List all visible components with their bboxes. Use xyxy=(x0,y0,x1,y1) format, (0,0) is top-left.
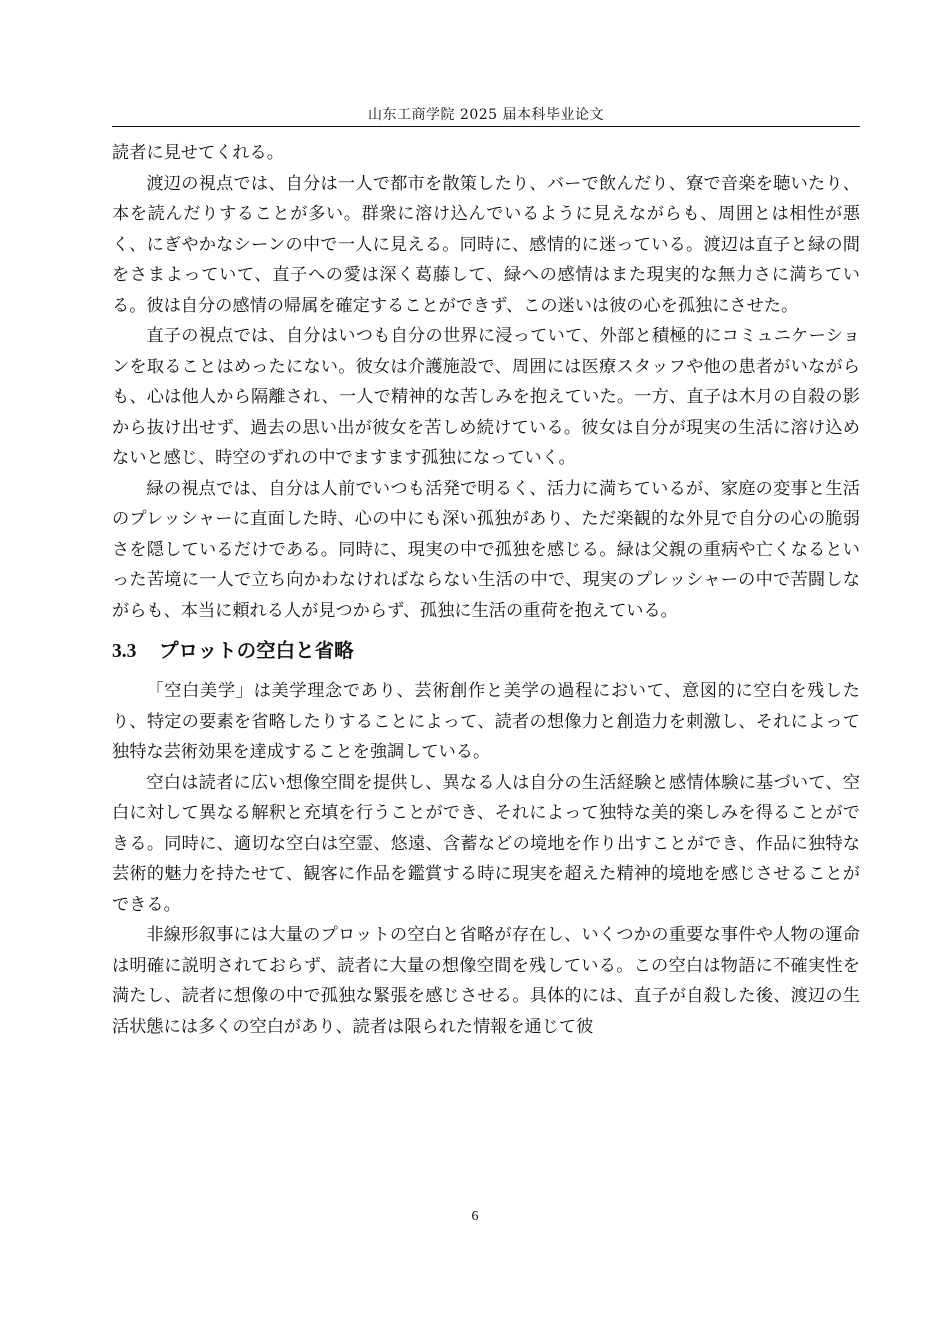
page-number: 6 xyxy=(471,1209,479,1224)
section-heading xyxy=(112,632,860,671)
paragraph-midori: 緑の視点では、自分は人前でいつも活発で明るく、活力に満ちているが、家庭の変事と生活のプレッシャーに直面した時、心の中にも深い孤独があり、ただ楽観的な外見で自分の心の脆弱さを隠しているだけである。同時に、現実の中で孤独を感じる。緑は父親の重病や亡くなるといった苦境に一人で立ち向かわなければならない生活の中で、現実のプレッシャーの中で苦闘しながらも、本当に頼れる人が見つからず、孤独に生活の重荷を抱えている。 xyxy=(112,478,860,621)
paragraph-blank-aesthetics: 「空白美学」は美学理念であり、芸術創作と美学の過程において、意図的に空白を残したり、特定の要素を省略したりすることによって、読者の想像力と創造力を刺激し、それによって独特な芸術効果を達成することを強調している。 xyxy=(112,681,860,762)
paragraph-naoko: 直子の視点では、自分はいつも自分の世界に浸っていて、外部と積極的にコミュニケーションを取ることはめったにない。彼女は介護施設で、周囲には医療スタッフや他の患者がいながらも、心は他人から隔離され、一人で精神的な苦しみを抱えていた。一方、直子は木月の自殺の影から抜け出せず、過去の思い出が彼女を苦しめ続けている。彼女は自分が現実の生活に溶け込めないと感じ、時空のずれの中でますます孤独になっていく。 xyxy=(112,326,860,468)
paragraph-watanabe: 渡辺の視点では、自分は一人で都市を散策したり、バーで飲んだり、寮で音楽を聴いたり、本を読んだりすることが多い。群衆に溶け込んでいるように見えながらも、周囲とは相性が悪く、にぎやかなシーンの中で一人に見える。同時に、感情的に迷っている。渡辺は直子と緑の間をさまよっていて、直子への愛は深く葛藤して、緑への感情はまた現実的な無力さに満ちている。彼は自分の感情の帰属を確定することができず、この迷いは彼の心を孤独にさせた。 xyxy=(112,173,860,316)
paragraph-blank-space: 空白は読者に広い想像空間を提供し、異なる人は自分の生活経験と感情体験に基づいて、空白に対して異なる解釈と充填を行うことができ、それによって独特な美的楽しみを得ることができる。同時に、適切な空白は空霊、悠遠、含蓄などの境地を作り出すことができ、作品に独特な芸術的魅力を持たせて、観客に作品を鑑賞する時に現実を超えた精神的境地を感じさせることができる。 xyxy=(112,772,860,915)
paragraph-continuation: 読者に見せてくれる。 xyxy=(112,143,284,163)
paragraph-nonlinear: 非線形叙事には大量のプロットの空白と省略が存在し、いくつかの重要な事件や人物の運命は明確に説明されておらず、読者に大量の想像空間を残している。この空白は物語に不確実性を満たし、読者に想像の中で孤独な緊張を感じさせる。具体的には、直子が自殺した後、渡辺の生活状態には多くの空白があり、読者は限られた情報を通じて彼 xyxy=(112,925,860,1037)
section-title: プロットの空白と省略 xyxy=(159,639,354,662)
body-text xyxy=(112,138,860,1042)
running-header: 山东工商学院 2025 届本科毕业论文 xyxy=(112,104,860,127)
section-number: 3.3 xyxy=(112,641,137,662)
